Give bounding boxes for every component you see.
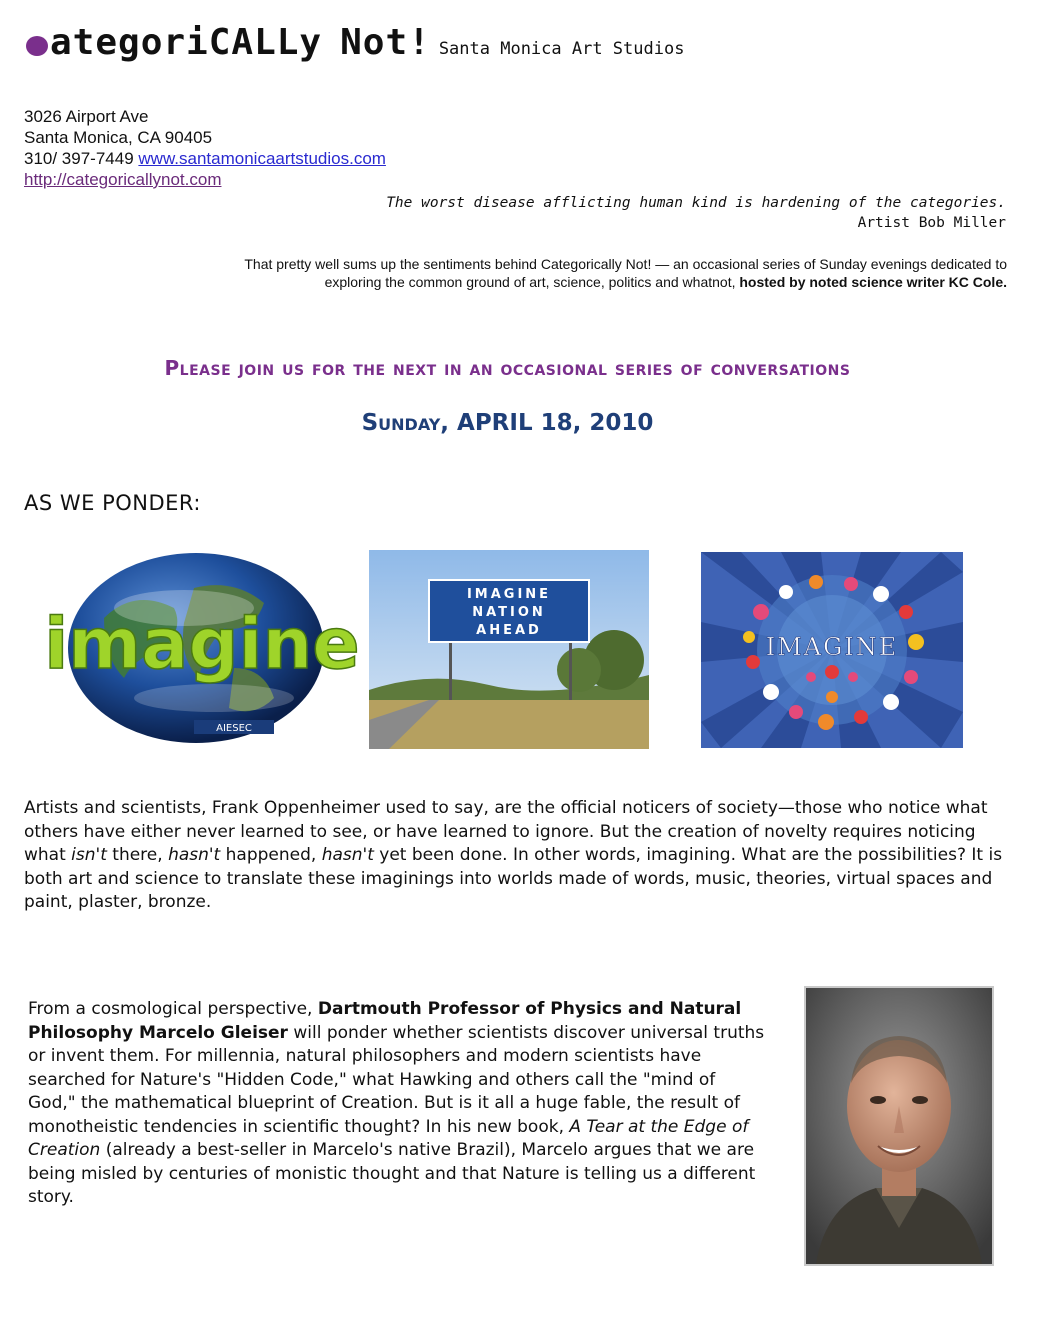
street-address: 3026 Airport Ave — [24, 107, 149, 126]
logo-text-c: ot! — [362, 22, 431, 63]
quote-text: The worst disease afflicting human kind is hardening of the categories. — [386, 195, 1006, 211]
para2-book-title: A Tear at the Edge of Creation — [28, 1116, 749, 1160]
quote-attribution: Artist Bob Miller — [857, 215, 1006, 231]
categorically-not-website-link[interactable]: http://categoricallynot.com — [24, 170, 222, 189]
para1-s2: there, — [106, 845, 169, 865]
intro-line-1: That pretty well sums up the sentiments behind Categorically Not! — an occasional series of Sunday evenings dedicated to — [244, 256, 1007, 272]
event-date-text: Sunday, APRIL 18, 2010 — [361, 410, 654, 436]
quote-block — [386, 193, 1006, 233]
img3-word: IMAGINE — [765, 633, 899, 661]
para1-i2: hasn't — [168, 845, 221, 865]
globe-graphic — [44, 548, 360, 748]
para2-s2: will ponder whether scientists discover universal truths or invent them. For millennia, natural philosophers and modern scientists have searched for Nature's "Hidden Code," what Hawking and others call the "mind of God," the mathematical blueprint of Creation. But is it all a huge fable, the result of monotheistic tendencies in scientific thought? In his new book, — [28, 1022, 765, 1137]
para1-i3: hasn't — [321, 845, 374, 865]
logo-text-a: ategoriCALLy — [50, 22, 323, 63]
phone-line — [24, 148, 386, 169]
studios-website-link[interactable]: www.santamonicaartstudios.com — [138, 149, 386, 168]
invite-text: Please join us for the next in an occasional series of conversations — [164, 356, 851, 380]
gleiser-paragraph — [28, 998, 768, 1210]
intro-host: hosted by noted science writer KC Cole. — [739, 274, 1007, 290]
img1-word: imagine — [44, 603, 360, 685]
phone-number: 310/ 397-7449 — [24, 149, 134, 168]
imagine-globe-image — [44, 548, 360, 748]
logo-text-b: N — [340, 22, 363, 63]
sign-line-3: AHEAD — [476, 623, 542, 638]
intro-line-2 — [30, 273, 1007, 291]
imagine-nation-sign-image — [369, 550, 649, 749]
para2-s3: (already a best-seller in Marcelo's native Brazil), Marcelo argues that we are being misled by centuries of monistic thought and that Nature is telling us a different story. — [28, 1140, 756, 1207]
city-address: Santa Monica, CA 90405 — [24, 128, 213, 147]
para2-speaker: Dartmouth Professor of Physics and Natural Philosophy Marcelo Gleiser — [28, 999, 742, 1043]
oppenheimer-paragraph — [24, 797, 1004, 915]
intro-line-2a: exploring the common ground of art, science, politics and whatnot, — [324, 274, 740, 290]
address-block — [24, 106, 386, 190]
intro-paragraph — [30, 255, 1007, 291]
para1-i1: isn't — [71, 845, 107, 865]
para2-s1: From a cosmological perspective, — [28, 999, 318, 1019]
speaker-portrait-image — [804, 986, 994, 1266]
imagine-mosaic-image — [701, 552, 963, 748]
studio-name: Santa Monica Art Studios — [438, 39, 685, 59]
sign-line-2: NATION — [472, 605, 546, 620]
sign-line-1: IMAGINE — [466, 587, 552, 602]
site-logo — [26, 22, 684, 63]
portrait-graphic — [806, 988, 992, 1264]
mosaic-graphic — [701, 552, 963, 748]
img1-tag: AIESEC — [216, 723, 252, 734]
logo-c-swoosh-icon — [26, 36, 48, 56]
para1-s3: happened, — [220, 845, 322, 865]
invite-heading — [0, 356, 1015, 380]
road-sign-graphic — [369, 550, 649, 749]
ponder-heading: AS WE PONDER: — [24, 491, 201, 515]
event-date — [0, 410, 1015, 436]
para1-s1: Artists and scientists, Frank Oppenheimer used to say, are the official noticers of society—those who notice what others have either never learned to see, or have learned to ignore. But the creation of novelty requires noticing what — [24, 798, 988, 865]
para1-s4: yet been done. In other words, imagining. What are the possibilities? It is both art and science to translate these imaginings into worlds made of words, music, theories, virtual spaces and paint, plaster, bronze. — [24, 845, 1003, 912]
